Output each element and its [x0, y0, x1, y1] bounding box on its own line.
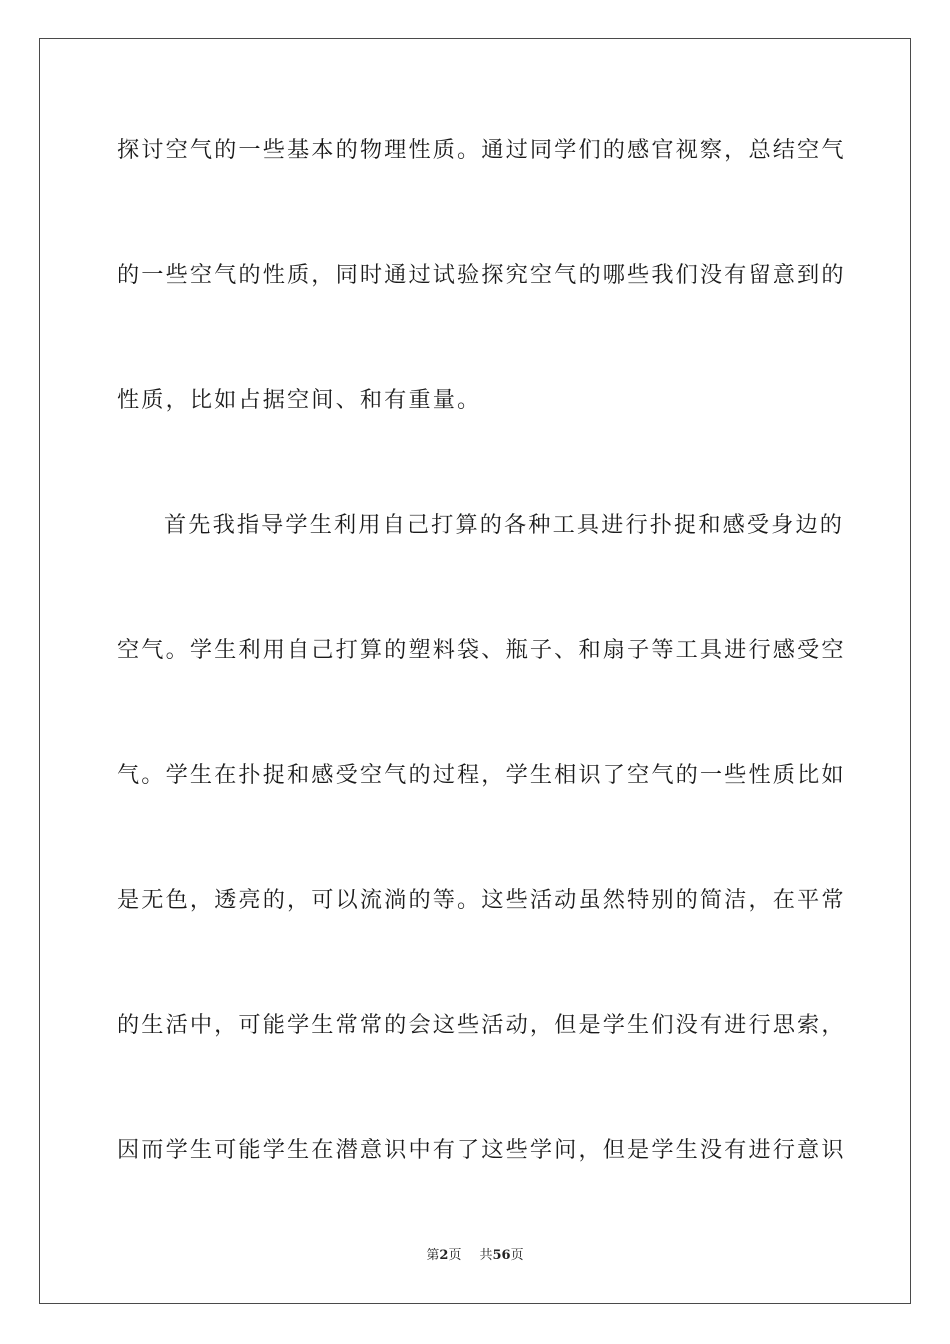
- footer-page-prefix: 第: [426, 1248, 440, 1263]
- paragraph-line-2: 的一些空气的性质，同时通过试验探究空气的哪些我们没有留意到的: [117, 262, 846, 288]
- paragraph-line-3: 性质，比如占据空间、和有重量。: [117, 387, 482, 413]
- page-border: [39, 38, 911, 1304]
- footer-total-suffix: 页: [510, 1248, 524, 1263]
- footer-total-pages: 56: [492, 1248, 511, 1263]
- footer-total-prefix: 共: [479, 1248, 493, 1263]
- footer-page-number: 2: [439, 1248, 449, 1263]
- footer-page-suffix: 页: [448, 1248, 462, 1263]
- paragraph-line-5: 空气。学生利用自己打算的塑料袋、瓶子、和扇子等工具进行感受空: [117, 637, 846, 663]
- paragraph-line-7: 是无色，透亮的，可以流淌的等。这些活动虽然特别的简洁，在平常: [117, 887, 846, 913]
- paragraph-line-4: 首先我指导学生利用自己打算的各种工具进行扑捉和感受身边的: [164, 512, 845, 538]
- paragraph-line-8: 的生活中，可能学生常常的会这些活动，但是学生们没有进行思索，: [117, 1012, 846, 1038]
- paragraph-line-6: 气。学生在扑捉和感受空气的过程，学生相识了空气的一些性质比如: [117, 762, 846, 788]
- paragraph-line-1: 探讨空气的一些基本的物理性质。通过同学们的感官视察，总结空气: [117, 137, 846, 163]
- page-footer: [0, 1248, 950, 1264]
- paragraph-line-9: 因而学生可能学生在潜意识中有了这些学问，但是学生没有进行意识: [117, 1137, 846, 1163]
